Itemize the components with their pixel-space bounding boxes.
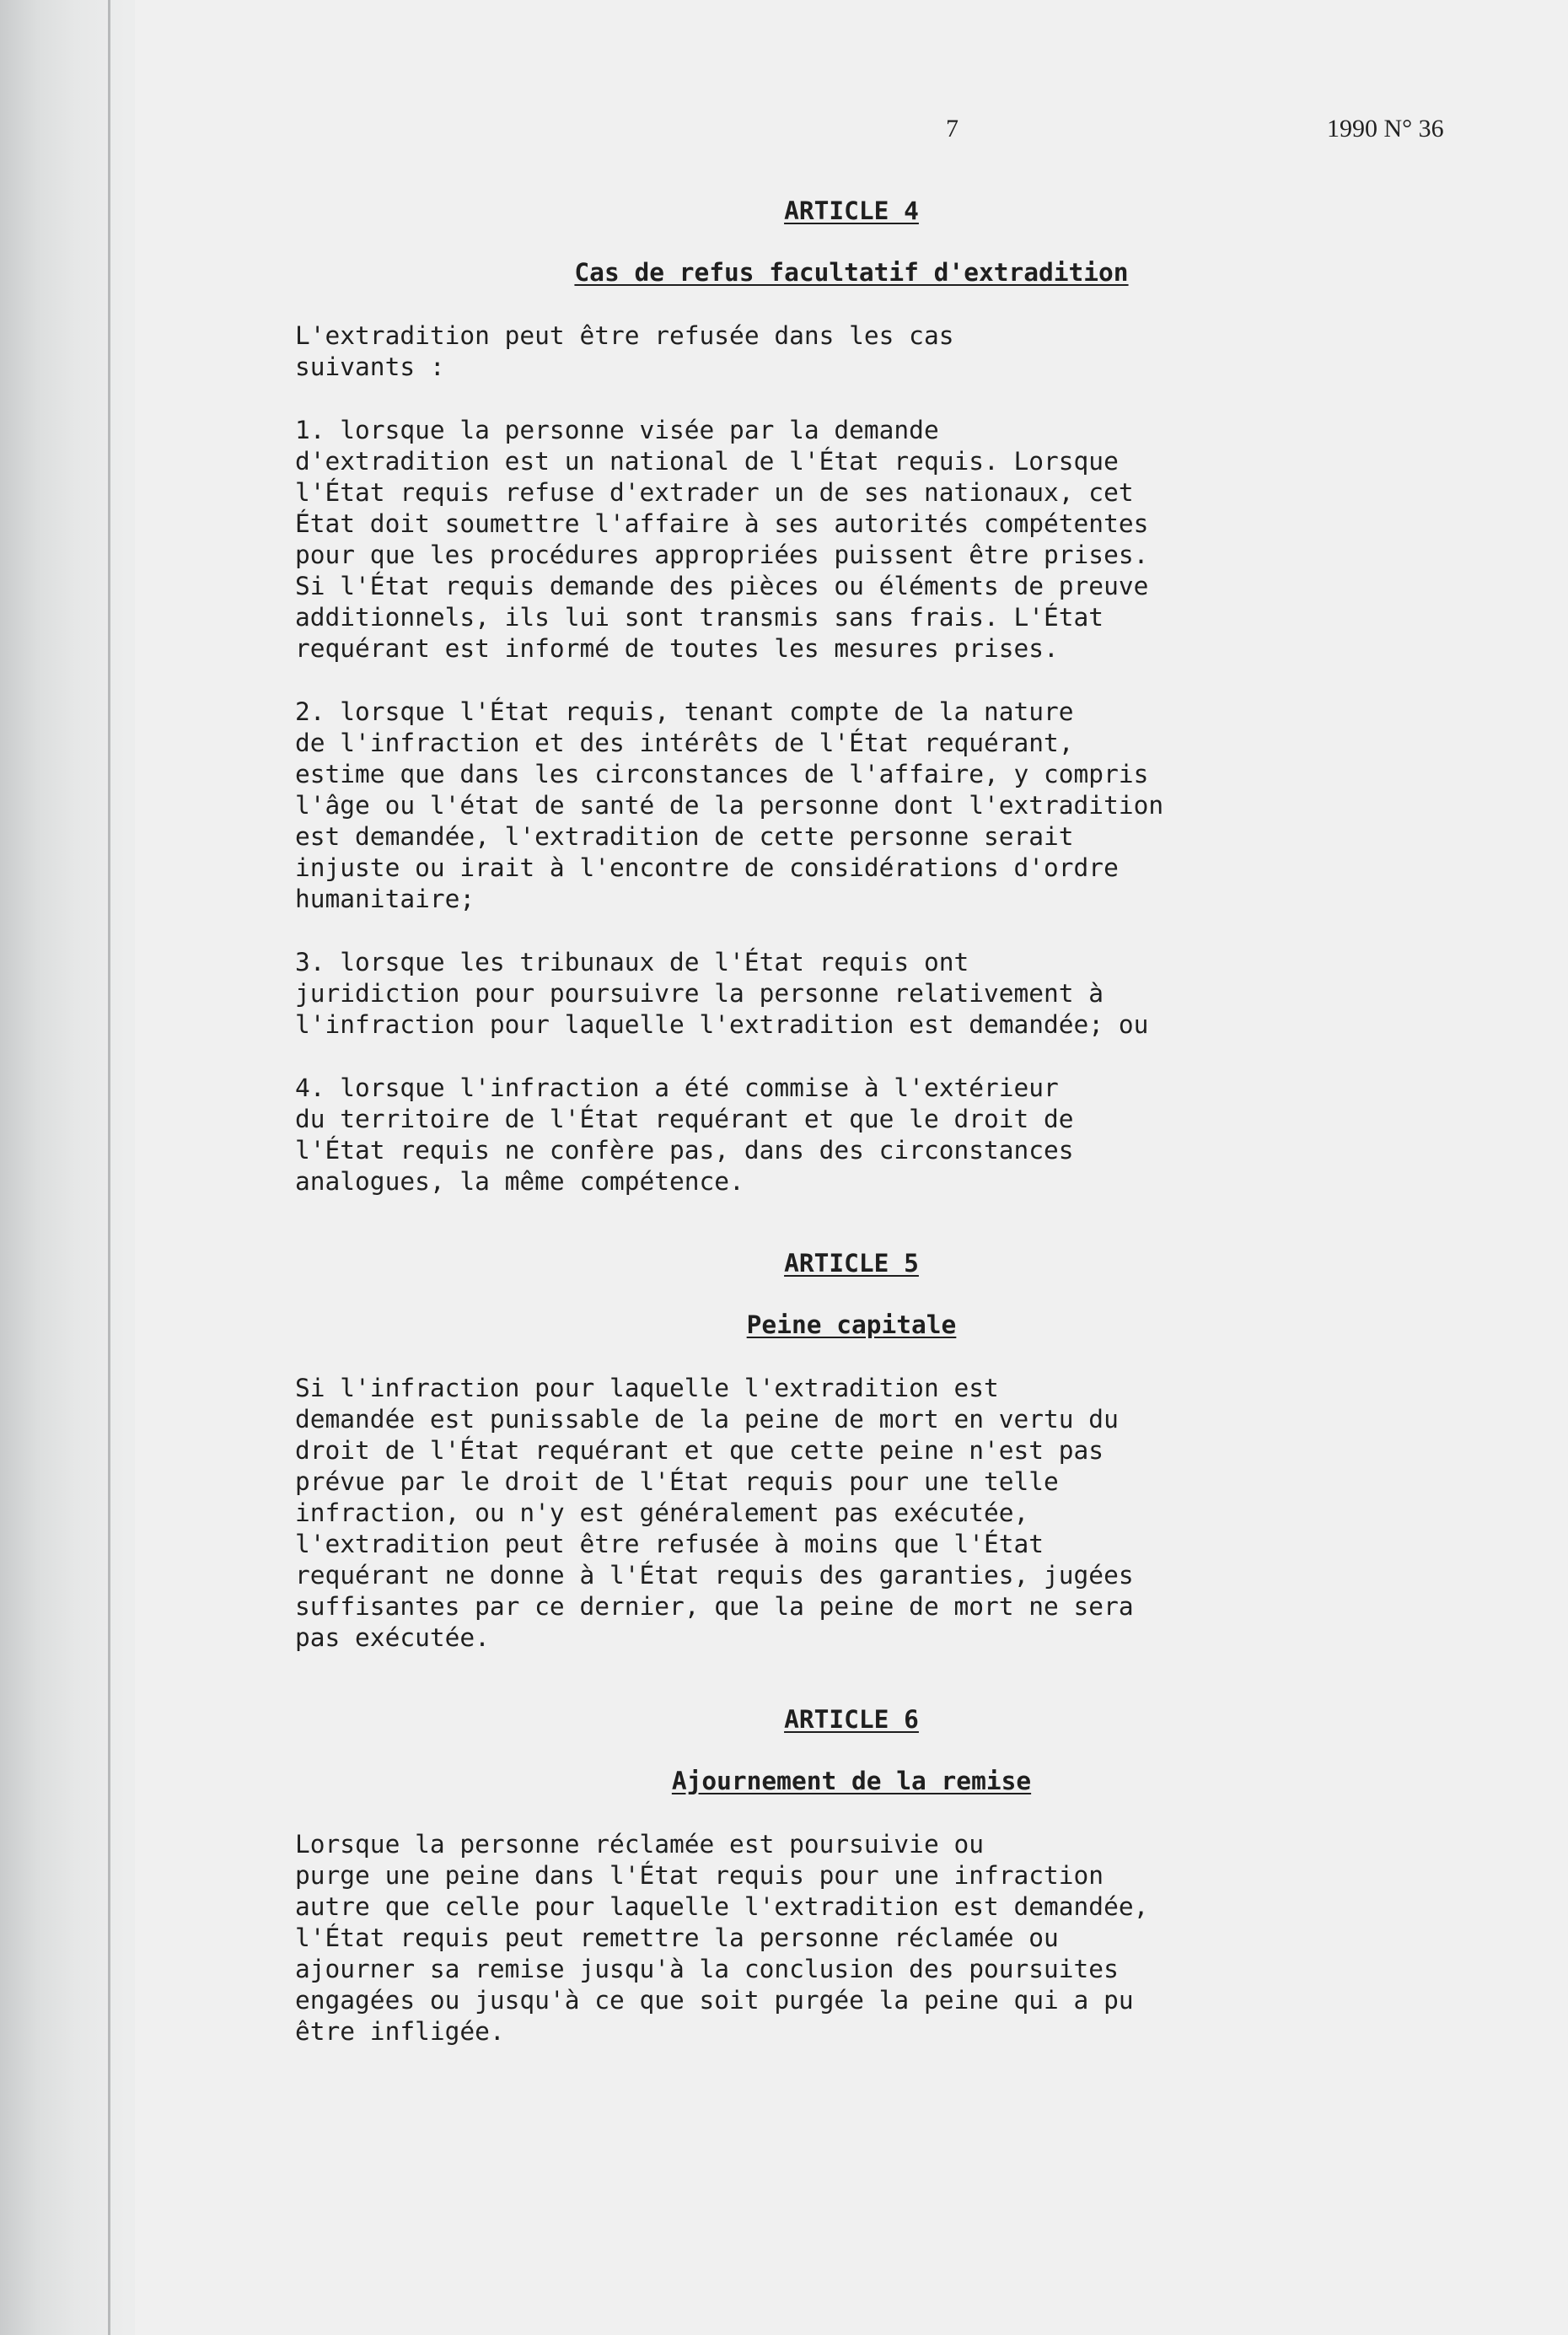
- article-paragraph: Si l'infraction pour laquelle l'extradition est demandée est punissable de la peine de mort en vertu du droit de l'État requérant et que cette peine n'est pas prévue par le droit de l'État requis pour une telle infraction, ou n'y est généralement pas exécutée, l'extradition peut être refusée à moins que l'État requérant ne donne à l'État requis des garanties, jugées suffisantes par ce dernier, que la peine de mort ne sera pas exécutée.: [295, 1374, 1134, 1652]
- page-number: 7: [946, 115, 959, 143]
- document-reference: 1990 N° 36: [1327, 115, 1444, 143]
- article-title: ARTICLE 4: [784, 196, 919, 225]
- article-paragraph: 2. lorsque l'État requis, tenant compte de la nature de l'infraction et des intérêts de l'État requérant, estime que dans les circonstances de l'affaire, y compris l'âge ou l'état de santé de la personne dont l'extradition est demandée, l'extradition de cette personne serait injuste ou irait à l'encontre de considérations d'ordre humanitaire;: [295, 697, 1164, 913]
- article-paragraph: Lorsque la personne réclamée est poursuivie ou purge une peine dans l'État requis pour une infraction autre que celle pour laquelle l'extradition est demandée, l'État requis peut remettre la personne réclamée ou ajourner sa remise jusqu'à la conclusion des poursuites engagées ou jusqu'à ce que soit purgée la peine qui a pu être infligée.: [295, 1830, 1149, 2046]
- article-paragraph: 4. lorsque l'infraction a été commise à l'extérieur du territoire de l'État requérant et que le droit de l'État requis ne confère pas, dans des circonstances analogues, la même compétence.: [295, 1073, 1074, 1196]
- article-paragraph: 3. lorsque les tribunaux de l'État requis ont juridiction pour poursuivre la personne relativement à l'infraction pour laquelle l'extradition est demandée; ou: [295, 948, 1149, 1039]
- article-6: [295, 1704, 1408, 2047]
- article-paragraph: 1. lorsque la personne visée par la demande d'extradition est un national de l'État requis. Lorsque l'État requis refuse d'extrader un de ses nationaux, cet État doit soumettre l'affaire à ses autorités compétentes pour que les procédures appropriées puissent être prises. Si l'État requis demande des pièces ou éléments de preuve additionnels, ils lui sont transmis sans frais. L'État requérant est informé de toutes les mesures prises.: [295, 416, 1149, 663]
- article-5: [295, 1248, 1408, 1654]
- article-4: [295, 196, 1408, 1197]
- article-subtitle: Peine capitale: [746, 1310, 957, 1339]
- article-subtitle: Cas de refus facultatif d'extradition: [574, 258, 1129, 287]
- article-title: ARTICLE 6: [784, 1705, 919, 1734]
- article-paragraph: L'extradition peut être refusée dans les cas suivants :: [295, 321, 954, 381]
- article-subtitle: Ajournement de la remise: [671, 1767, 1032, 1795]
- document-body: [295, 196, 1408, 2079]
- article-title: ARTICLE 5: [784, 1249, 919, 1278]
- page-binding-edge: [108, 0, 110, 2335]
